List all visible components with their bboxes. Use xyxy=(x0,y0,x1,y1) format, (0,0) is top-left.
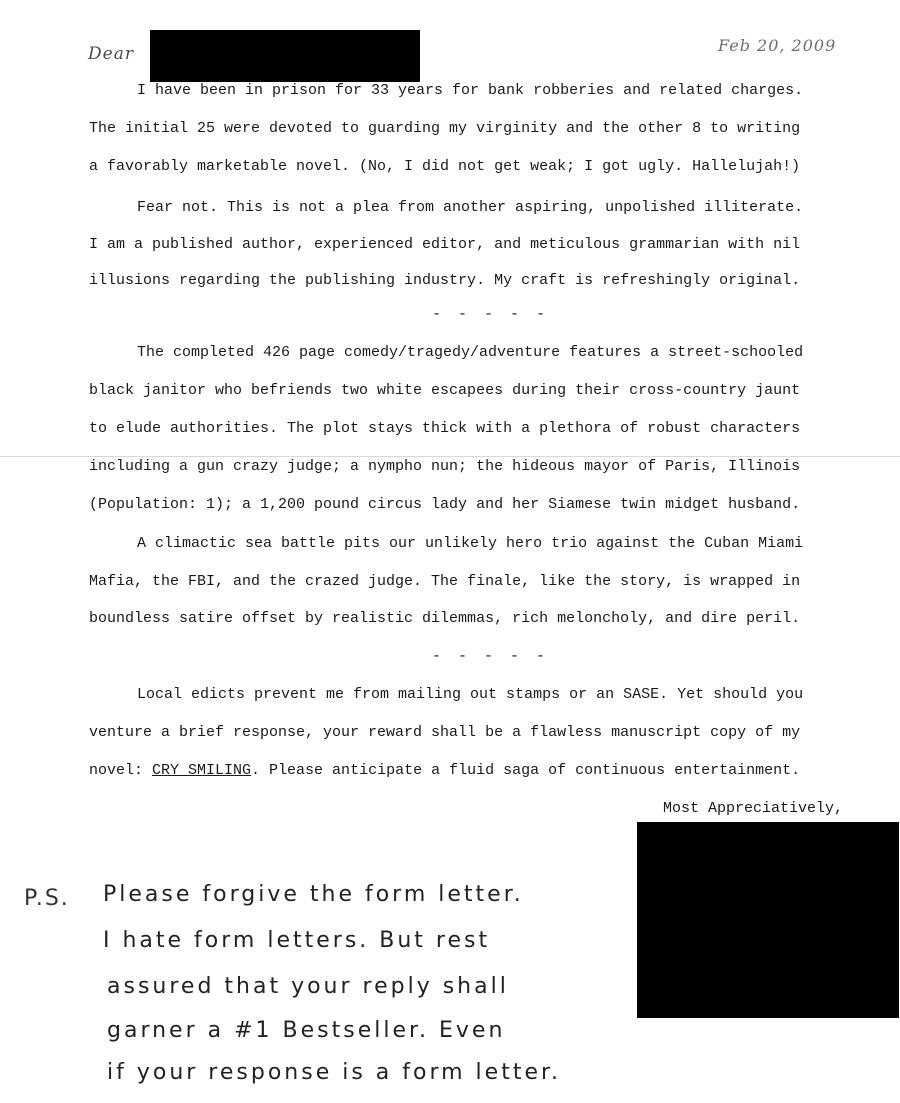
p2-line-1: Fear not. This is not a plea from another aspiring, unpolished illiterate. xyxy=(137,199,804,216)
p3-line-3: to elude authorities. The plot stays thick with a plethora of robust characters xyxy=(89,420,801,437)
p4-line-3: boundless satire offset by realistic dilemmas, rich meloncholy, and dire peril. xyxy=(89,610,801,627)
section-divider-1: - - - - - xyxy=(432,306,550,323)
ps-line-2: I hate form letters. But rest xyxy=(103,928,491,953)
novel-title: CRY SMILING xyxy=(152,762,252,779)
p3-line-5: (Population: 1); a 1,200 pound circus lady and her Siamese twin midget husband. xyxy=(89,496,801,513)
p2-line-2: I am a published author, experienced editor, and meticulous grammarian with nil xyxy=(89,236,801,253)
letter-date: Feb 20, 2009 xyxy=(718,36,837,55)
ps-line-1: Please forgive the form letter. xyxy=(103,882,524,907)
p3-line-2: black janitor who befriends two white escapees during their cross-country jaunt xyxy=(89,382,801,399)
p5-line-3-prefix: novel: xyxy=(89,762,153,779)
p5-line-2: venture a brief response, your reward shall be a flawless manuscript copy of my xyxy=(89,724,801,741)
p1-line-1: I have been in prison for 33 years for bank robberies and related charges. xyxy=(137,82,804,99)
redacted-signature xyxy=(637,822,899,1018)
redacted-recipient-name xyxy=(150,30,420,82)
ps-line-3: assured that your reply shall xyxy=(107,974,509,999)
p4-line-1: A climactic sea battle pits our unlikely hero trio against the Cuban Miami xyxy=(137,535,804,552)
closing: Most Appreciatively, xyxy=(663,800,844,817)
p3-line-1: The completed 426 page comedy/tragedy/adventure features a street-schooled xyxy=(137,344,804,361)
section-divider-2: - - - - - xyxy=(432,648,550,665)
ps-line-5: if your response is a form letter. xyxy=(107,1060,562,1085)
p1-line-3: a favorably marketable novel. (No, I did not get weak; I got ugly. Hallelujah!) xyxy=(89,158,801,175)
scan-artifact-line xyxy=(0,456,900,457)
p2-line-3: illusions regarding the publishing industry. My craft is refreshingly original. xyxy=(89,272,801,289)
p5-line-3 xyxy=(89,762,800,780)
p5-line-1: Local edicts prevent me from mailing out stamps or an SASE. Yet should you xyxy=(137,686,804,703)
p3-line-4: including a gun crazy judge; a nympho nun; the hideous mayor of Paris, Illinois xyxy=(89,458,801,475)
salutation: Dear xyxy=(88,44,134,64)
p5-line-3-suffix: . Please anticipate a fluid saga of continuous entertainment. xyxy=(251,762,801,779)
p4-line-2: Mafia, the FBI, and the crazed judge. The finale, like the story, is wrapped in xyxy=(89,573,801,590)
ps-line-4: garner a #1 Bestseller. Even xyxy=(107,1018,506,1043)
p1-line-2: The initial 25 were devoted to guarding my virginity and the other 8 to writing xyxy=(89,120,801,137)
ps-mark: P.S. xyxy=(24,886,70,911)
